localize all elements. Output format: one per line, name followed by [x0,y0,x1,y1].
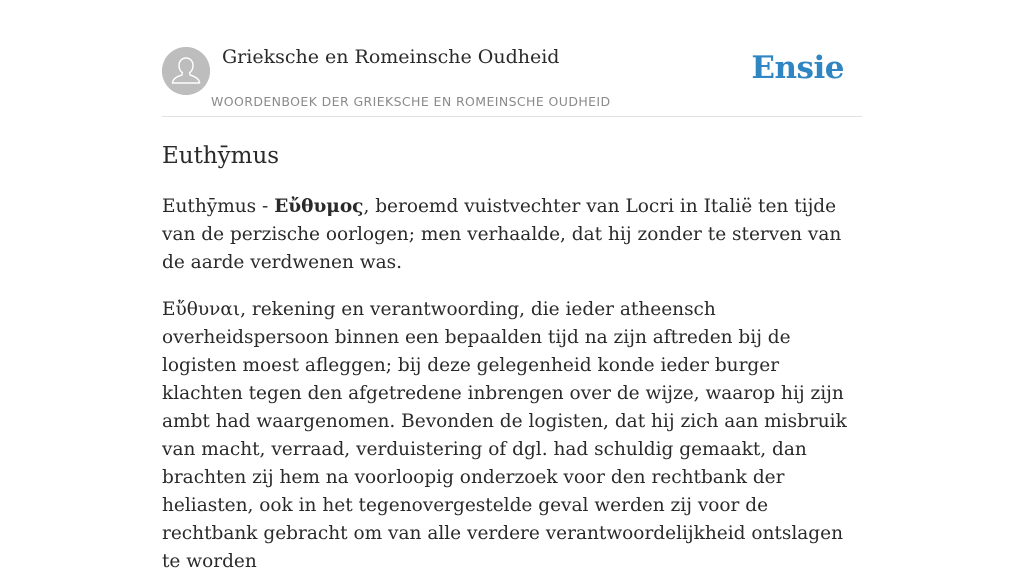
header [162,0,862,117]
avatar[interactable] [162,47,210,95]
dictionary-subtitle-link[interactable]: WOORDENBOEK DER GRIEKSCHE EN ROMEINSCHE OUDHEID [211,94,611,109]
user-silhouette-icon [162,47,210,95]
dictionary-title-link[interactable]: Grieksche en Romeinsche Oudheid [222,46,560,68]
entry-second-paragraph: Εὔθυναι, rekening en verantwoording, die ieder atheensch overheidspersoon binnen een bepaalden tijd na zijn aftreden bij de logisten moest afleggen; bij deze gelegenheid konde ieder burger klachten tegen den afgetredene inbrengen over de wijze, waarop hij zijn ambt had waargenomen. Bevonden de logisten, dat hij zich aan misbruik van macht, verraad, verduistering of dgl. had schuldig gemaakt, dan brachten zij hem na voorloopig onderzoek voor den rechtbank der heliasten, ook in het tegenovergestelde geval werden zij voor de rechtbank gebracht om van alle verdere verantwoordelijkheid ontslagen te worden [162,299,847,572]
definition-greek-term: Εὔθυμος [274,196,364,217]
page [162,0,862,576]
definition-text: , beroemd vuistvechter van Locri in Italië ten tijde van de perzische oorlogen; men verhaalde, dat hij zonder te sterven van de aarde verdwenen was. [162,196,842,273]
entry-headword: Euthȳmus [162,143,280,169]
definition-separator: - [256,196,275,217]
entry-definition [162,193,862,277]
ensie-logo-link[interactable]: Ensie [751,50,844,86]
definition-term: Euthȳmus [162,196,257,217]
